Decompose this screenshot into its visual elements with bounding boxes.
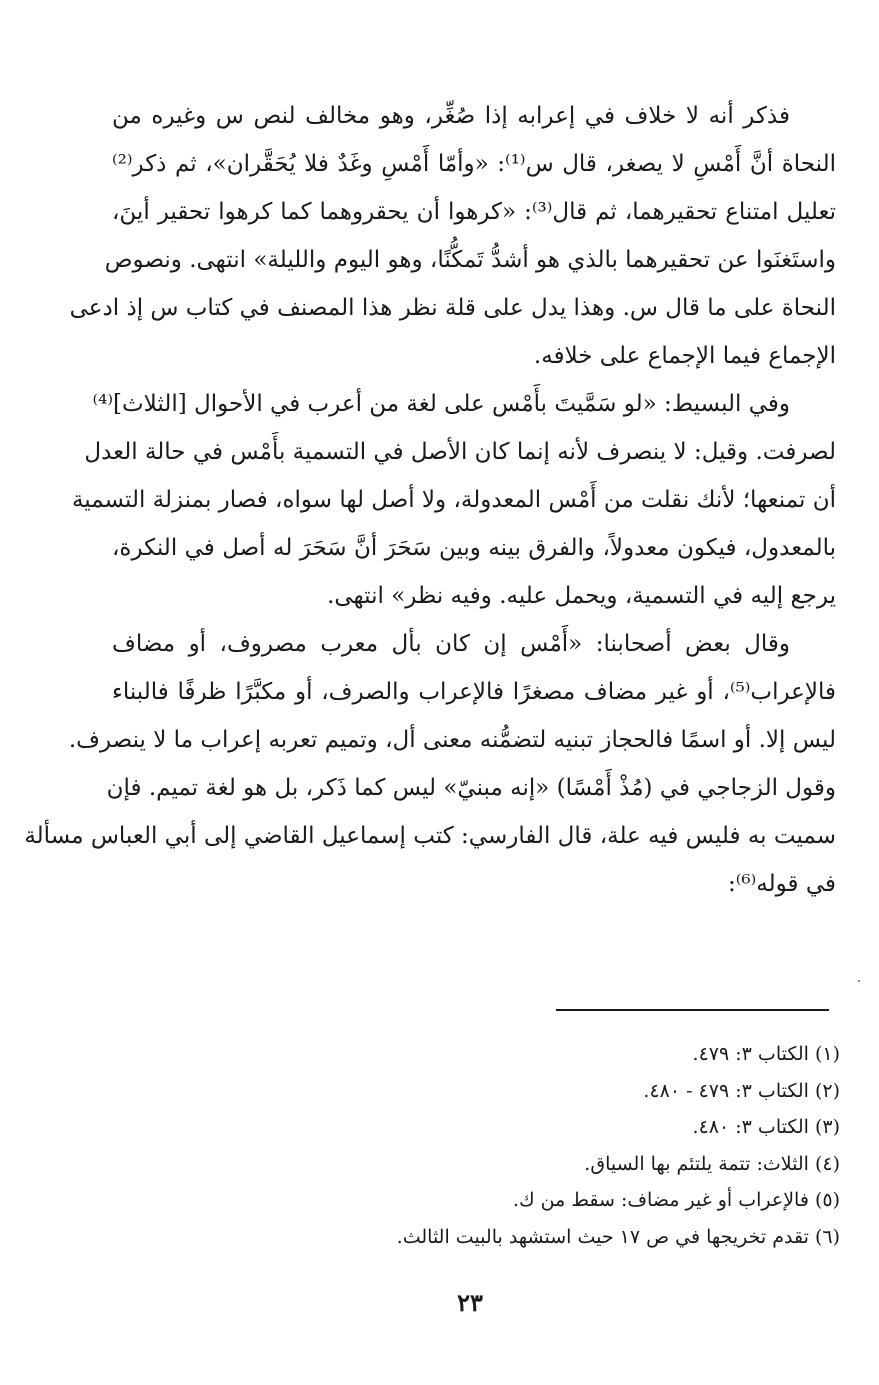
- footnote-6: (٦) تقدم تخريجها في ص ١٧ حيث استشهد بالبيت الثالث.: [396, 1225, 840, 1248]
- body-line: وفي البسيط: «لو سَمَّيتَ بأَمْس على لغة من أعرب في الأحوال [الثلاث]⁽⁴⁾: [92, 391, 790, 417]
- footnotes-section: [300, 1036, 840, 1255]
- footnote-5: (٥) فالإعراب أو غير مضاف: سقط من ك.: [512, 1189, 840, 1211]
- body-line: ليس إلا. أو اسمًا فالحجاز تبنيه لتضمُّنه معنى أل، وتميم تعربه إعراب ما لا ينصرف.: [68, 727, 836, 753]
- footnote-2: (٢) الكتاب ٣: ٤٧٩ - ٤٨٠.: [643, 1079, 840, 1102]
- body-line: الإجماع فيما الإجماع على خلافه.: [533, 343, 836, 369]
- footnote-3: (٣) الكتاب ٣: ٤٨٠.: [692, 1116, 840, 1138]
- scan-speck: [858, 980, 860, 982]
- body-line: فالإعراب⁽⁵⁾، أو غير مضاف مصغرًا فالإعراب والصرف، أو مكبَّرًا ظرفًا فالبناء: [112, 679, 836, 705]
- body-line: يرجع إليه في التسمية، ويحمل عليه. وفيه نظر» انتهى.: [327, 583, 836, 609]
- footnote-1: (١) الكتاب ٣: ٤٧٩.: [692, 1043, 840, 1065]
- page-number: ٢٣: [457, 1288, 483, 1317]
- body-line: وقول الزجاجي في (مُذْ أَمْسًا) «إنه مبنيّ» ليس كما ذَكر، بل هو لغة تميم. فإن: [106, 775, 836, 801]
- body-line: سميت به فليس فيه علة، قال الفارسي: كتب إسماعيل القاضي إلى أبي العباس مسألة: [24, 823, 836, 849]
- body-line: أن تمنعها؛ لأنك نقلت من أَمْس المعدولة، ولا أصل لها سواه، فصار بمنزلة التسمية: [71, 487, 836, 513]
- body-line: النحاة أنَّ أَمْسِ لا يصغر، قال س⁽¹⁾: «وأمّا أَمْسِ وغَدٌ فلا يُحَقَّران»، ثم ذكر⁽²⁾: [112, 151, 836, 177]
- body-line: في قوله⁽⁶⁾:: [728, 871, 836, 897]
- footnote-separator: [556, 1009, 829, 1011]
- body-line: لصرفت. وقيل: لا ينصرف لأنه إنما كان الأصل في التسمية بأَمْس في حالة العدل: [84, 439, 836, 465]
- body-line: فذكر أنه لا خلاف في إعرابه إذا صُغِّر، وهو مخالف لنص س وغيره من: [112, 103, 790, 129]
- body-line: تعليل امتناع تحقيرهما، ثم قال⁽³⁾: «كرهوا أن يحقروهما كما كرهوا تحقير أينَ،: [112, 199, 836, 225]
- main-text-body: [24, 92, 836, 908]
- body-line: بالمعدول، فيكون معدولاً، والفرق بينه وبين سَحَرَ أنَّ سَحَرَ له أصل في النكرة،: [112, 535, 836, 561]
- body-line: وقال بعض أصحابنا: «أَمْس إن كان بأل معرب مصروف، أو مضاف: [112, 631, 790, 657]
- body-line: واستَغنَوا عن تحقيرهما بالذي هو أشدُّ تَمكُّنًا، وهو اليوم والليلة» انتهى. ونصوص: [104, 247, 836, 273]
- body-line: النحاة على ما قال س. وهذا يدل على قلة نظر هذا المصنف في كتاب س إذ ادعى: [69, 295, 836, 321]
- footnote-4: (٤) الثلاث: تتمة يلتئم بها السياق.: [584, 1152, 840, 1175]
